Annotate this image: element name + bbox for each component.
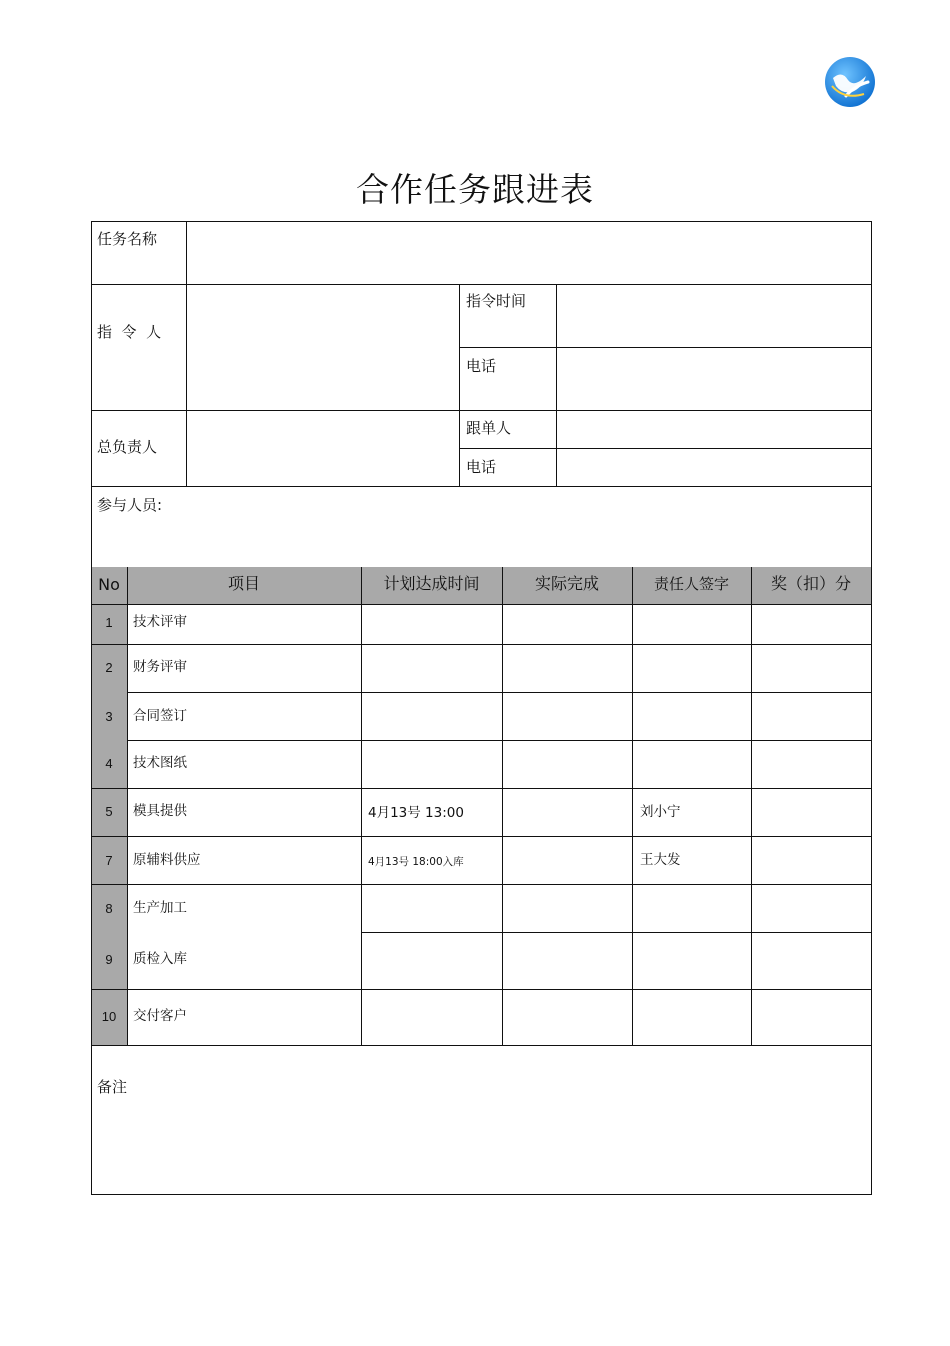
row-signature: 王大发 [640, 852, 681, 868]
row-item: 合同签订 [133, 708, 187, 724]
row-item: 交付客户 [133, 1008, 187, 1024]
row-number: 3 [105, 709, 113, 724]
phone-label-2: 电话 [466, 458, 497, 476]
commander-label: 指 令 人 [97, 323, 162, 341]
page-title: 合作任务跟进表 [356, 170, 594, 209]
row-item: 模具提供 [133, 803, 187, 819]
row-number: 1 [105, 615, 113, 630]
row-number: 9 [105, 952, 113, 967]
row-item: 生产加工 [133, 900, 187, 916]
row-item: 技术图纸 [133, 755, 187, 771]
follower-label: 跟单人 [466, 419, 512, 437]
task-form-grid [91, 221, 872, 1195]
participants-label: 参与人员: [97, 496, 163, 514]
command-time-label: 指令时间 [466, 292, 527, 310]
header-signature: 责任人签字 [653, 575, 729, 593]
phone-label-1: 电话 [466, 357, 497, 375]
header-actual: 实际完成 [534, 574, 599, 593]
row-number: 7 [105, 853, 113, 868]
row-item: 原辅料供应 [133, 852, 201, 868]
header-score: 奖（扣）分 [770, 574, 851, 593]
header-plan-time: 计划达成时间 [383, 574, 480, 593]
row-item: 技术评审 [133, 614, 187, 630]
row-number: 4 [105, 756, 113, 771]
task-name-label: 任务名称 [97, 230, 158, 248]
row-number: 10 [101, 1009, 117, 1024]
company-logo-icon [824, 56, 876, 108]
row-item: 财务评审 [133, 659, 187, 675]
row-item: 质检入库 [133, 951, 187, 967]
row-number: 2 [105, 660, 113, 675]
header-no: No [98, 575, 120, 594]
remarks-label: 备注 [97, 1078, 128, 1096]
row-number: 5 [105, 804, 113, 819]
row-plan-time: 4月13号 13:00 [368, 805, 464, 821]
row-number: 8 [105, 901, 113, 916]
row-plan-time: 4月13号 18:00入库 [368, 856, 464, 868]
chief-label: 总负责人 [97, 438, 158, 456]
row-signature: 刘小宁 [640, 804, 681, 820]
header-item: 项目 [227, 574, 260, 593]
